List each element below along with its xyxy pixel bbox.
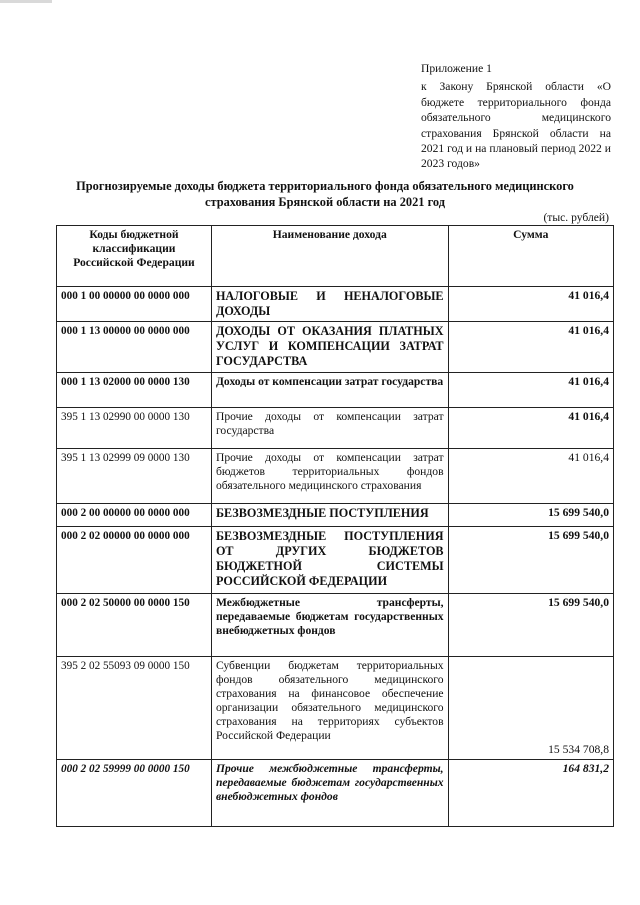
row-sum: 164 831,2 [448, 760, 613, 827]
table-row [57, 287, 614, 322]
row-sum: 15 699 540,0 [448, 504, 613, 527]
row-name: Субвенции бюджетам территориальных фондов обязательного медицинского страхования на финансовое обеспечение организации обязательного медицинского страхования на территориях субъектов Российской Федерации [211, 657, 448, 760]
row-code: 395 1 13 02999 09 0000 130 [57, 449, 212, 504]
row-sum: 41 016,4 [448, 373, 613, 408]
row-sum: 15 534 708,8 [448, 657, 613, 760]
table-row [57, 504, 614, 527]
table-row [57, 373, 614, 408]
row-code: 000 1 00 00000 00 0000 000 [57, 287, 212, 322]
header-code: Коды бюджетной классификации Российской Федерации [57, 226, 212, 287]
row-code: 000 1 13 02000 00 0000 130 [57, 373, 212, 408]
row-code: 000 2 02 59999 00 0000 150 [57, 760, 212, 827]
row-name: Доходы от компенсации затрат государства [211, 373, 448, 408]
table-row [57, 408, 614, 449]
row-code: 000 2 00 00000 00 0000 000 [57, 504, 212, 527]
appendix-block [421, 61, 611, 172]
row-code: 395 2 02 55093 09 0000 150 [57, 657, 212, 760]
document-title: Прогнозируемые доходы бюджета территориального фонда обязательного медицинского страхования Брянской области на 2021 год [76, 179, 574, 209]
row-code: 000 2 02 00000 00 0000 000 [57, 527, 212, 594]
row-name: ДОХОДЫ ОТ ОКАЗАНИЯ ПЛАТНЫХ УСЛУГ И КОМПЕНСАЦИИ ЗАТРАТ ГОСУДАРСТВА [211, 322, 448, 373]
row-sum: 41 016,4 [448, 408, 613, 449]
row-name: БЕЗВОЗМЕЗДНЫЕ ПОСТУПЛЕНИЯ ОТ ДРУГИХ БЮДЖЕТОВ БЮДЖЕТНОЙ СИСТЕМЫ РОССИЙСКОЙ ФЕДЕРАЦИИ [211, 527, 448, 594]
row-name: Прочие межбюджетные трансферты, передаваемые бюджетам государственных внебюджетных фондов [211, 760, 448, 827]
appendix-title: Приложение 1 [421, 62, 492, 75]
row-sum: 41 016,4 [448, 322, 613, 373]
table-row [57, 594, 614, 657]
row-name: Прочие доходы от компенсации затрат бюджетов территориальных фондов обязательного медицинского страхования [211, 449, 448, 504]
table-row [57, 449, 614, 504]
table-header-row [57, 226, 614, 287]
row-sum: 41 016,4 [448, 287, 613, 322]
row-code: 000 2 02 50000 00 0000 150 [57, 594, 212, 657]
row-name: Прочие доходы от компенсации затрат государства [211, 408, 448, 449]
row-sum: 41 016,4 [448, 449, 613, 504]
row-name: БЕЗВОЗМЕЗДНЫЕ ПОСТУПЛЕНИЯ [211, 504, 448, 527]
appendix-text: к Закону Брянской области «О бюджете территориального фонда обязательного медицинского страхования Брянской области на 2021 год и на плановый период 2022 и 2023 годов» [421, 80, 611, 171]
scan-edge-mark [0, 0, 52, 3]
header-sum: Сумма [448, 226, 613, 287]
row-name: НАЛОГОВЫЕ И НЕНАЛОГОВЫЕ ДОХОДЫ [211, 287, 448, 322]
row-code: 395 1 13 02990 00 0000 130 [57, 408, 212, 449]
header-name: Наименование дохода [211, 226, 448, 287]
table-row [57, 527, 614, 594]
table-row [57, 657, 614, 760]
units-label: (тыс. рублей) [543, 211, 609, 224]
table-row [57, 760, 614, 827]
row-sum: 15 699 540,0 [448, 594, 613, 657]
row-name: Межбюджетные трансферты, передаваемые бюджетам государственных внебюджетных фондов [211, 594, 448, 657]
table-row [57, 322, 614, 373]
row-sum: 15 699 540,0 [448, 527, 613, 594]
row-code: 000 1 13 00000 00 0000 000 [57, 322, 212, 373]
income-table [56, 225, 614, 827]
